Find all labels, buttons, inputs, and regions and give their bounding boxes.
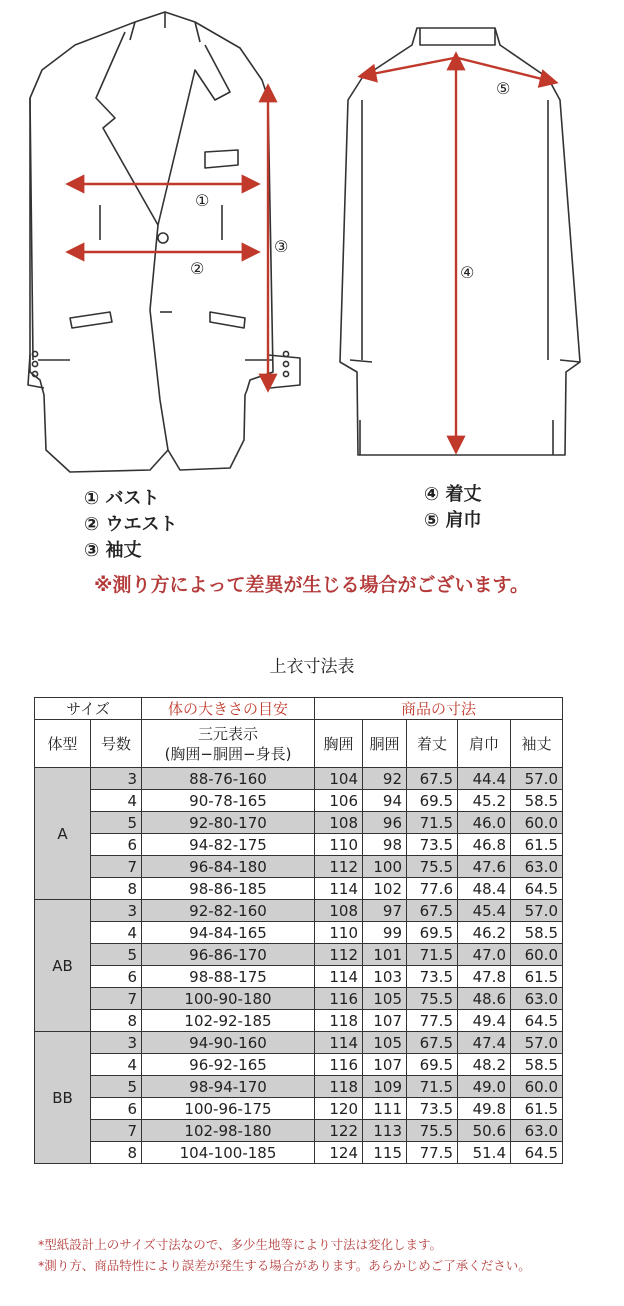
table-row: [35, 790, 563, 812]
waist-cell: 105: [363, 988, 407, 1010]
header-size: サイズ: [35, 698, 142, 720]
three-dim-cell: 92-80-170: [142, 812, 315, 834]
shoulder-cell: 48.4: [458, 878, 511, 900]
table-row: [35, 900, 563, 922]
number-cell: 7: [91, 1120, 142, 1142]
sleeve-cell: 57.0: [511, 1032, 563, 1054]
three-dim-cell: 98-88-175: [142, 966, 315, 988]
shoulder-cell: 47.8: [458, 966, 511, 988]
three-dim-cell: 94-82-175: [142, 834, 315, 856]
waist-cell: 101: [363, 944, 407, 966]
table-row: [35, 1098, 563, 1120]
sleeve-cell: 63.0: [511, 856, 563, 878]
table-row: [35, 1076, 563, 1098]
table-row: [35, 944, 563, 966]
sleeve-cell: 61.5: [511, 1098, 563, 1120]
number-cell: 6: [91, 1098, 142, 1120]
jacket-measurement-illustration: [0, 0, 624, 480]
legend-shoulder: ⑤ 肩巾: [424, 510, 482, 531]
three-dim-cell: 100-90-180: [142, 988, 315, 1010]
sleeve-cell: 58.5: [511, 790, 563, 812]
waist-cell: 100: [363, 856, 407, 878]
jacket-back-drawing: [340, 28, 580, 455]
three-dim-cell: 92-82-160: [142, 900, 315, 922]
three-dim-cell: 104-100-185: [142, 1142, 315, 1164]
shoulder-cell: 47.4: [458, 1032, 511, 1054]
three-dim-cell: 98-86-185: [142, 878, 315, 900]
length-cell: 77.5: [407, 1010, 458, 1032]
sleeve-cell: 57.0: [511, 768, 563, 790]
measurement-warning: ※測り方によって差異が生じる場合がございます。: [94, 574, 529, 596]
waist-cell: 98: [363, 834, 407, 856]
waist-cell: 96: [363, 812, 407, 834]
chest-cell: 116: [315, 1054, 363, 1076]
sleeve-cell: 63.0: [511, 988, 563, 1010]
footnotes: [38, 1234, 531, 1276]
number-cell: 4: [91, 922, 142, 944]
shoulder-cell: 48.2: [458, 1054, 511, 1076]
table-title: 上衣寸法表: [269, 657, 355, 677]
marker-3: ③: [274, 237, 289, 256]
length-cell: 73.5: [407, 834, 458, 856]
table-row: [35, 966, 563, 988]
three-dim-cell: 96-92-165: [142, 1054, 315, 1076]
length-cell: 67.5: [407, 900, 458, 922]
number-cell: 7: [91, 988, 142, 1010]
shoulder-cell: 50.6: [458, 1120, 511, 1142]
header-shoulder: 肩巾: [458, 720, 511, 768]
header-three-dim: 三元表示 (胸囲−胴囲−身長): [142, 720, 315, 768]
header-body-guide: 体の大きさの目安: [142, 698, 315, 720]
sleeve-cell: 63.0: [511, 1120, 563, 1142]
number-cell: 3: [91, 768, 142, 790]
number-cell: 6: [91, 966, 142, 988]
length-cell: 69.5: [407, 922, 458, 944]
number-cell: 7: [91, 856, 142, 878]
shoulder-cell: 46.8: [458, 834, 511, 856]
chest-cell: 112: [315, 944, 363, 966]
body-type-cell: A: [35, 768, 91, 900]
jacket-front-drawing: [28, 12, 300, 472]
length-cell: 75.5: [407, 988, 458, 1010]
waist-cell: 109: [363, 1076, 407, 1098]
length-cell: 67.5: [407, 1032, 458, 1054]
length-cell: 69.5: [407, 790, 458, 812]
header-chest: 胸囲: [315, 720, 363, 768]
sleeve-cell: 61.5: [511, 834, 563, 856]
table-row: [35, 988, 563, 1010]
length-cell: 73.5: [407, 966, 458, 988]
legend-waist: ② ウエスト: [84, 514, 178, 535]
shoulder-cell: 49.4: [458, 1010, 511, 1032]
header-number: 号数: [91, 720, 142, 768]
length-cell: 77.5: [407, 1142, 458, 1164]
number-cell: 4: [91, 1054, 142, 1076]
header-product-size: 商品の寸法: [315, 698, 563, 720]
chest-cell: 110: [315, 834, 363, 856]
number-cell: 5: [91, 944, 142, 966]
shoulder-cell: 49.0: [458, 1076, 511, 1098]
sleeve-cell: 60.0: [511, 1076, 563, 1098]
chest-cell: 116: [315, 988, 363, 1010]
table-row: [35, 1032, 563, 1054]
header-body-type: 体型: [35, 720, 91, 768]
sleeve-cell: 58.5: [511, 922, 563, 944]
three-dim-cell: 90-78-165: [142, 790, 315, 812]
waist-cell: 102: [363, 878, 407, 900]
table-row: [35, 1142, 563, 1164]
number-cell: 5: [91, 812, 142, 834]
number-cell: 8: [91, 878, 142, 900]
shoulder-cell: 45.2: [458, 790, 511, 812]
table-row: [35, 922, 563, 944]
length-cell: 77.6: [407, 878, 458, 900]
table-row: [35, 812, 563, 834]
length-cell: 67.5: [407, 768, 458, 790]
waist-cell: 107: [363, 1010, 407, 1032]
three-dim-cell: 94-90-160: [142, 1032, 315, 1054]
length-cell: 71.5: [407, 944, 458, 966]
number-cell: 4: [91, 790, 142, 812]
chest-cell: 114: [315, 878, 363, 900]
sleeve-cell: 64.5: [511, 1010, 563, 1032]
waist-cell: 99: [363, 922, 407, 944]
chest-cell: 124: [315, 1142, 363, 1164]
shoulder-cell: 44.4: [458, 768, 511, 790]
size-table: [34, 697, 563, 1164]
marker-5: ⑤: [496, 79, 511, 98]
body-type-cell: BB: [35, 1032, 91, 1164]
legend-sleeve: ③ 袖丈: [84, 540, 142, 561]
waist-cell: 105: [363, 1032, 407, 1054]
three-dim-cell: 100-96-175: [142, 1098, 315, 1120]
body-type-cell: AB: [35, 900, 91, 1032]
shoulder-cell: 51.4: [458, 1142, 511, 1164]
header-waist: 胴囲: [363, 720, 407, 768]
legend-length: ④ 着丈: [424, 484, 482, 505]
shoulder-cell: 46.2: [458, 922, 511, 944]
length-cell: 71.5: [407, 1076, 458, 1098]
chest-cell: 108: [315, 900, 363, 922]
table-row: [35, 856, 563, 878]
header-sleeve: 袖丈: [511, 720, 563, 768]
table-row: [35, 1120, 563, 1142]
shoulder-cell: 45.4: [458, 900, 511, 922]
waist-cell: 97: [363, 900, 407, 922]
marker-2: ②: [190, 259, 205, 278]
sleeve-cell: 57.0: [511, 900, 563, 922]
shoulder-cell: 47.0: [458, 944, 511, 966]
three-dim-cell: 96-86-170: [142, 944, 315, 966]
chest-cell: 114: [315, 1032, 363, 1054]
sleeve-cell: 58.5: [511, 1054, 563, 1076]
table-row: [35, 834, 563, 856]
length-cell: 73.5: [407, 1098, 458, 1120]
marker-1: ①: [195, 191, 210, 210]
shoulder-cell: 48.6: [458, 988, 511, 1010]
length-cell: 75.5: [407, 856, 458, 878]
chest-cell: 114: [315, 966, 363, 988]
waist-cell: 103: [363, 966, 407, 988]
chest-cell: 104: [315, 768, 363, 790]
legend-bust: ① バスト: [84, 488, 160, 509]
number-cell: 8: [91, 1010, 142, 1032]
sleeve-cell: 64.5: [511, 1142, 563, 1164]
chest-cell: 106: [315, 790, 363, 812]
shoulder-cell: 49.8: [458, 1098, 511, 1120]
table-row: [35, 878, 563, 900]
chest-cell: 120: [315, 1098, 363, 1120]
sleeve-cell: 60.0: [511, 812, 563, 834]
length-cell: 71.5: [407, 812, 458, 834]
chest-cell: 122: [315, 1120, 363, 1142]
shoulder-cell: 47.6: [458, 856, 511, 878]
table-row: [35, 1054, 563, 1076]
chest-cell: 118: [315, 1076, 363, 1098]
shoulder-arrow-left: [362, 58, 454, 76]
waist-cell: 115: [363, 1142, 407, 1164]
length-cell: 75.5: [407, 1120, 458, 1142]
chest-cell: 110: [315, 922, 363, 944]
footnote-2: *測り方、商品特性により誤差が発生する場合があります。あらかじめご了承ください。: [38, 1258, 531, 1273]
sleeve-cell: 64.5: [511, 878, 563, 900]
table-row: [35, 768, 563, 790]
three-dim-cell: 102-98-180: [142, 1120, 315, 1142]
table-row: [35, 1010, 563, 1032]
waist-cell: 92: [363, 768, 407, 790]
shoulder-cell: 46.0: [458, 812, 511, 834]
number-cell: 6: [91, 834, 142, 856]
number-cell: 3: [91, 900, 142, 922]
header-length: 着丈: [407, 720, 458, 768]
waist-cell: 111: [363, 1098, 407, 1120]
chest-cell: 112: [315, 856, 363, 878]
three-dim-cell: 88-76-160: [142, 768, 315, 790]
three-dim-cell: 98-94-170: [142, 1076, 315, 1098]
chest-cell: 118: [315, 1010, 363, 1032]
length-cell: 69.5: [407, 1054, 458, 1076]
footnote-1: *型紙設計上のサイズ寸法なので、多少生地等により寸法は変化します。: [38, 1237, 443, 1252]
number-cell: 3: [91, 1032, 142, 1054]
number-cell: 5: [91, 1076, 142, 1098]
sleeve-cell: 60.0: [511, 944, 563, 966]
sleeve-cell: 61.5: [511, 966, 563, 988]
number-cell: 8: [91, 1142, 142, 1164]
three-dim-cell: 102-92-185: [142, 1010, 315, 1032]
waist-cell: 113: [363, 1120, 407, 1142]
three-dim-cell: 94-84-165: [142, 922, 315, 944]
marker-4: ④: [460, 263, 475, 282]
chest-cell: 108: [315, 812, 363, 834]
waist-cell: 107: [363, 1054, 407, 1076]
waist-cell: 94: [363, 790, 407, 812]
three-dim-cell: 96-84-180: [142, 856, 315, 878]
